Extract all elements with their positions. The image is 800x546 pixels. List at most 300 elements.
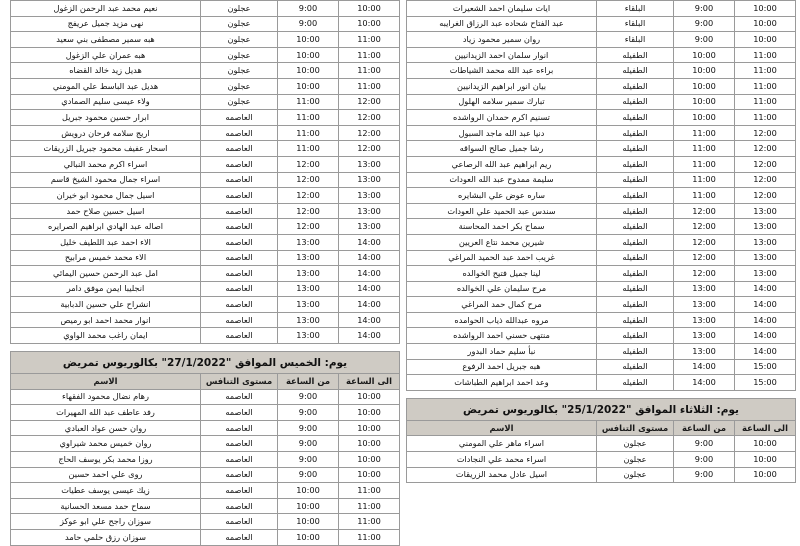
cell-from-hour: 10:00 [278, 514, 339, 530]
table-row [11, 94, 400, 110]
cell-from-hour: 11:00 [278, 94, 339, 110]
left-top-table [10, 0, 400, 344]
cell-name: منتهى حسني احمد الرواشده [407, 328, 597, 344]
table-row [11, 125, 400, 141]
cell-to-hour: 11:00 [339, 530, 400, 546]
table-row [11, 328, 400, 344]
cell-name: ابرار حسين محمود جبريل [11, 110, 201, 126]
table-row [407, 125, 796, 141]
cell-to-hour: 10:00 [735, 1, 796, 17]
cell-name: سندس عبد الحميد علي العودات [407, 203, 597, 219]
table-row [407, 47, 796, 63]
cell-from-hour: 12:00 [674, 219, 735, 235]
cell-to-hour: 10:00 [735, 32, 796, 48]
table-header-row [407, 420, 796, 436]
cell-level: البلقاء [597, 16, 674, 32]
cell-level: العاصمه [201, 436, 278, 452]
cell-to-hour: 14:00 [339, 250, 400, 266]
cell-name: مرح سليمان علي الخوالده [407, 281, 597, 297]
cell-to-hour: 11:00 [735, 94, 796, 110]
cell-from-hour: 9:00 [278, 452, 339, 468]
cell-level: العاصمه [201, 328, 278, 344]
cell-name: اسراء ماهر علي المومني [407, 436, 597, 452]
cell-level: عجلون [201, 47, 278, 63]
cell-to-hour: 10:00 [339, 1, 400, 17]
cell-to-hour: 11:00 [339, 78, 400, 94]
table-row [407, 32, 796, 48]
table-row [11, 514, 400, 530]
cell-level: العاصمه [201, 389, 278, 405]
table-row [11, 63, 400, 79]
left-day-header: يوم: الخميس الموافق "27/1/2022" بكالوريوس تمريض [10, 351, 400, 373]
right-day-header: يوم: الثلاثاء الموافق "25/1/2022" بكالوريوس تمريض [406, 398, 796, 420]
cell-level: الطفيله [597, 63, 674, 79]
left-gap [10, 344, 400, 351]
cell-to-hour: 11:00 [735, 110, 796, 126]
col-level: مستوى التنافس [597, 420, 674, 436]
table-row [11, 47, 400, 63]
cell-level: الطفيله [597, 266, 674, 282]
cell-level: البلقاء [597, 1, 674, 17]
cell-to-hour: 14:00 [735, 281, 796, 297]
table-row [407, 344, 796, 360]
table-row [407, 110, 796, 126]
right-column [406, 0, 796, 500]
cell-to-hour: 10:00 [339, 452, 400, 468]
cell-name: اريج سلامه فرحان درويش [11, 125, 201, 141]
cell-from-hour: 10:00 [278, 498, 339, 514]
table-row [407, 1, 796, 17]
table-row [11, 436, 400, 452]
cell-to-hour: 10:00 [735, 467, 796, 483]
table-row [11, 78, 400, 94]
cell-name: هديل عبد الباسط علي المومني [11, 78, 201, 94]
cell-from-hour: 11:00 [674, 172, 735, 188]
table-row [11, 297, 400, 313]
cell-level: العاصمه [201, 250, 278, 266]
cell-level: العاصمه [201, 172, 278, 188]
table-row [11, 530, 400, 546]
cell-from-hour: 10:00 [278, 63, 339, 79]
cell-level: العاصمه [201, 281, 278, 297]
cell-from-hour: 12:00 [674, 250, 735, 266]
cell-name: هبه سمير مصطفى بني سعيد [11, 32, 201, 48]
cell-from-hour: 11:00 [674, 156, 735, 172]
cell-name: هبه جبريل احمد الرفوع [407, 359, 597, 375]
cell-level: الطفيله [597, 250, 674, 266]
table-row [407, 63, 796, 79]
cell-name: وعد احمد ابراهيم الطباشات [407, 375, 597, 391]
cell-to-hour: 14:00 [735, 312, 796, 328]
cell-to-hour: 12:00 [735, 172, 796, 188]
cell-level: العاصمه [201, 420, 278, 436]
right-bottom-head [407, 420, 796, 436]
cell-to-hour: 12:00 [735, 188, 796, 204]
col-to-hour: الى الساعة [339, 374, 400, 390]
cell-name: نبأ سليم حماد البدور [407, 344, 597, 360]
cell-to-hour: 14:00 [339, 266, 400, 282]
cell-name: اصاله عبد الهادي ابراهيم الصرايره [11, 219, 201, 235]
cell-to-hour: 13:00 [735, 234, 796, 250]
cell-level: الطفيله [597, 188, 674, 204]
cell-from-hour: 9:00 [278, 16, 339, 32]
col-from-hour: من الساعة [278, 374, 339, 390]
table-row [11, 266, 400, 282]
table-row [407, 234, 796, 250]
cell-name: انوار محمد احمد ابو رميص [11, 312, 201, 328]
cell-level: العاصمه [201, 156, 278, 172]
right-top-body [407, 1, 796, 391]
cell-from-hour: 10:00 [278, 78, 339, 94]
table-row [407, 375, 796, 391]
cell-to-hour: 12:00 [339, 125, 400, 141]
cell-to-hour: 14:00 [339, 312, 400, 328]
cell-from-hour: 13:00 [278, 312, 339, 328]
cell-from-hour: 13:00 [674, 281, 735, 297]
table-row [11, 312, 400, 328]
cell-from-hour: 12:00 [278, 203, 339, 219]
cell-to-hour: 11:00 [735, 63, 796, 79]
cell-name: سوزان راجح علي ابو عوكز [11, 514, 201, 530]
cell-level: العاصمه [201, 530, 278, 546]
cell-from-hour: 11:00 [674, 125, 735, 141]
table-row [407, 467, 796, 483]
cell-level: عجلون [201, 78, 278, 94]
cell-name: انجليبا ايمن موفق دامر [11, 281, 201, 297]
cell-to-hour: 13:00 [339, 172, 400, 188]
cell-name: سماح حمد مسعد الحسانية [11, 498, 201, 514]
cell-name: امل عبد الرحمن حسين اليمائي [11, 266, 201, 282]
cell-level: العاصمه [201, 188, 278, 204]
table-row [11, 32, 400, 48]
cell-to-hour: 13:00 [339, 188, 400, 204]
col-name: الاسم [11, 374, 201, 390]
cell-from-hour: 9:00 [278, 389, 339, 405]
table-row [11, 281, 400, 297]
right-top-table [406, 0, 796, 391]
cell-to-hour: 10:00 [735, 16, 796, 32]
cell-level: الطفيله [597, 125, 674, 141]
cell-from-hour: 10:00 [674, 78, 735, 94]
cell-name: دنيا عبد الله ماجد السبول [407, 125, 597, 141]
table-row [11, 188, 400, 204]
cell-name: الاء احمد عبد اللطيف خليل [11, 234, 201, 250]
cell-name: اسيل جمال محمود ابو خيران [11, 188, 201, 204]
table-row [11, 498, 400, 514]
cell-from-hour: 12:00 [278, 172, 339, 188]
table-row [407, 78, 796, 94]
cell-from-hour: 9:00 [674, 16, 735, 32]
cell-from-hour: 13:00 [278, 297, 339, 313]
cell-name: انوار سلمان احمد الزيدانيين [407, 47, 597, 63]
cell-to-hour: 12:00 [339, 110, 400, 126]
left-bottom-table [10, 373, 400, 546]
cell-level: الطفيله [597, 203, 674, 219]
table-row [11, 405, 400, 421]
cell-from-hour: 10:00 [278, 483, 339, 499]
table-row [407, 94, 796, 110]
table-row [11, 389, 400, 405]
cell-name: تسنيم اكرم حمدان الرواشده [407, 110, 597, 126]
table-row [11, 250, 400, 266]
table-row [11, 219, 400, 235]
cell-from-hour: 13:00 [674, 328, 735, 344]
table-row [11, 16, 400, 32]
cell-name: نعيم محمد عبد الرحمن الزغول [11, 1, 201, 17]
cell-level: الطفيله [597, 234, 674, 250]
cell-to-hour: 14:00 [339, 297, 400, 313]
table-row [407, 141, 796, 157]
cell-name: اسحار عفيف محمود جبريل الزريقات [11, 141, 201, 157]
cell-to-hour: 13:00 [735, 250, 796, 266]
cell-from-hour: 9:00 [674, 452, 735, 468]
table-header-row [11, 374, 400, 390]
cell-to-hour: 11:00 [339, 63, 400, 79]
cell-from-hour: 10:00 [674, 110, 735, 126]
table-row [407, 452, 796, 468]
cell-to-hour: 13:00 [735, 266, 796, 282]
cell-to-hour: 14:00 [735, 344, 796, 360]
cell-name: شيرين محمد نتاع العريين [407, 234, 597, 250]
cell-name: هديل زيد خالد القضاه [11, 63, 201, 79]
cell-name: روى علي احمد حسين [11, 467, 201, 483]
table-row [407, 156, 796, 172]
cell-from-hour: 9:00 [674, 1, 735, 17]
cell-level: عجلون [597, 452, 674, 468]
center-gutter [400, 0, 406, 500]
cell-name: روان حسن عواد العبادي [11, 420, 201, 436]
table-row [11, 172, 400, 188]
table-row [11, 1, 400, 17]
cell-level: عجلون [201, 1, 278, 17]
col-to-hour: الى الساعة [735, 420, 796, 436]
cell-level: الطفيله [597, 156, 674, 172]
cell-name: رهام نضال محمود الفقهاء [11, 389, 201, 405]
cell-level: العاصمه [201, 514, 278, 530]
cell-to-hour: 11:00 [339, 47, 400, 63]
table-row [11, 467, 400, 483]
table-row [407, 16, 796, 32]
cell-to-hour: 12:00 [735, 141, 796, 157]
table-row [11, 234, 400, 250]
right-bottom-table [406, 420, 796, 483]
cell-name: سوزان رزق حلمي حامد [11, 530, 201, 546]
cell-name: الاء محمد خميس مرابيح [11, 250, 201, 266]
cell-name: زيك عيسى يوسف عطيات [11, 483, 201, 499]
cell-from-hour: 10:00 [674, 47, 735, 63]
cell-level: العاصمه [201, 125, 278, 141]
left-bottom-head [11, 374, 400, 390]
cell-to-hour: 11:00 [339, 514, 400, 530]
cell-from-hour: 10:00 [278, 530, 339, 546]
cell-level: الطفيله [597, 344, 674, 360]
col-level: مستوى التنافس [201, 374, 278, 390]
cell-from-hour: 11:00 [674, 188, 735, 204]
cell-to-hour: 11:00 [735, 47, 796, 63]
cell-to-hour: 10:00 [339, 467, 400, 483]
cell-to-hour: 14:00 [735, 328, 796, 344]
right-bottom-body [407, 436, 796, 483]
cell-to-hour: 14:00 [339, 281, 400, 297]
cell-to-hour: 10:00 [339, 16, 400, 32]
cell-level: العاصمه [201, 483, 278, 499]
cell-from-hour: 12:00 [674, 203, 735, 219]
table-row [407, 172, 796, 188]
cell-level: العاصمه [201, 234, 278, 250]
cell-from-hour: 10:00 [278, 47, 339, 63]
cell-level: عجلون [201, 16, 278, 32]
cell-level: عجلون [201, 63, 278, 79]
cell-to-hour: 13:00 [339, 203, 400, 219]
cell-from-hour: 10:00 [674, 94, 735, 110]
cell-from-hour: 13:00 [278, 266, 339, 282]
cell-to-hour: 14:00 [339, 234, 400, 250]
cell-name: عبد الفتاح شحاده عبد الرزاق الغرايبه [407, 16, 597, 32]
right-gap [406, 391, 796, 398]
table-row [407, 359, 796, 375]
table-row [407, 219, 796, 235]
cell-from-hour: 13:00 [674, 312, 735, 328]
cell-name: ريم ابراهيم عبد الله الرصاعي [407, 156, 597, 172]
cell-name: اسيل حسين صلاح حمد [11, 203, 201, 219]
cell-to-hour: 11:00 [735, 78, 796, 94]
table-row [11, 452, 400, 468]
table-row [11, 156, 400, 172]
cell-name: ساره عوض علي البشايره [407, 188, 597, 204]
cell-to-hour: 10:00 [735, 436, 796, 452]
table-row [11, 110, 400, 126]
cell-from-hour: 12:00 [674, 266, 735, 282]
cell-to-hour: 15:00 [735, 359, 796, 375]
cell-level: العاصمه [201, 110, 278, 126]
cell-from-hour: 9:00 [674, 467, 735, 483]
cell-name: ولاء عيسى سليم الصمادي [11, 94, 201, 110]
cell-to-hour: 11:00 [339, 483, 400, 499]
cell-from-hour: 12:00 [278, 156, 339, 172]
cell-name: روان خميس محمد شيراوي [11, 436, 201, 452]
cell-to-hour: 13:00 [339, 219, 400, 235]
table-row [407, 281, 796, 297]
cell-level: عجلون [597, 467, 674, 483]
cell-to-hour: 13:00 [339, 156, 400, 172]
cell-level: عجلون [201, 94, 278, 110]
cell-from-hour: 11:00 [278, 110, 339, 126]
cell-from-hour: 11:00 [674, 141, 735, 157]
cell-name: ايمان راغب محمد الواوي [11, 328, 201, 344]
cell-level: الطفيله [597, 172, 674, 188]
cell-level: العاصمه [201, 266, 278, 282]
table-row [407, 312, 796, 328]
cell-from-hour: 12:00 [278, 219, 339, 235]
cell-from-hour: 13:00 [278, 250, 339, 266]
cell-to-hour: 10:00 [339, 389, 400, 405]
table-row [407, 436, 796, 452]
cell-level: الطفيله [597, 110, 674, 126]
cell-name: انشراح علي حسين الدبابية [11, 297, 201, 313]
cell-from-hour: 9:00 [278, 467, 339, 483]
cell-level: البلقاء [597, 32, 674, 48]
cell-name: اسراء جمال محمود الشيخ قاسم [11, 172, 201, 188]
left-column [10, 0, 400, 542]
cell-name: نهى مزيد جميل عريفج [11, 16, 201, 32]
cell-name: روان سمير محمود زياد [407, 32, 597, 48]
cell-from-hour: 13:00 [674, 297, 735, 313]
cell-name: اسراء اكرم محمد النبالي [11, 156, 201, 172]
cell-name: ايات سليمان احمد الشعيرات [407, 1, 597, 17]
cell-level: العاصمه [201, 141, 278, 157]
cell-level: الطفيله [597, 78, 674, 94]
cell-level: العاصمه [201, 498, 278, 514]
cell-name: بيان انور ابراهيم الزيدانيين [407, 78, 597, 94]
cell-to-hour: 10:00 [735, 452, 796, 468]
cell-from-hour: 9:00 [674, 436, 735, 452]
table-row [407, 188, 796, 204]
cell-from-hour: 9:00 [278, 436, 339, 452]
cell-level: العاصمه [201, 405, 278, 421]
cell-to-hour: 11:00 [339, 32, 400, 48]
cell-name: لينا جميل فتيح الخوالده [407, 266, 597, 282]
col-name: الاسم [407, 420, 597, 436]
table-row [407, 203, 796, 219]
cell-from-hour: 13:00 [278, 281, 339, 297]
cell-name: براءه عبد الله محمد الشياطات [407, 63, 597, 79]
cell-name: مرح كمال حمد المراغي [407, 297, 597, 313]
table-row [407, 266, 796, 282]
cell-from-hour: 12:00 [674, 234, 735, 250]
table-row [11, 141, 400, 157]
cell-to-hour: 12:00 [735, 156, 796, 172]
cell-from-hour: 11:00 [278, 125, 339, 141]
cell-name: روزا محمد بكر يوسف الحاج [11, 452, 201, 468]
cell-level: الطفيله [597, 328, 674, 344]
cell-to-hour: 14:00 [735, 297, 796, 313]
cell-from-hour: 13:00 [278, 328, 339, 344]
left-top-body [11, 1, 400, 344]
cell-level: العاصمه [201, 219, 278, 235]
cell-from-hour: 14:00 [674, 375, 735, 391]
cell-from-hour: 12:00 [278, 188, 339, 204]
cell-to-hour: 10:00 [339, 420, 400, 436]
cell-to-hour: 12:00 [339, 141, 400, 157]
cell-from-hour: 10:00 [674, 63, 735, 79]
table-row [11, 483, 400, 499]
cell-to-hour: 14:00 [339, 328, 400, 344]
cell-level: الطفيله [597, 141, 674, 157]
cell-from-hour: 13:00 [278, 234, 339, 250]
cell-from-hour: 11:00 [278, 141, 339, 157]
cell-from-hour: 9:00 [674, 32, 735, 48]
cell-level: العاصمه [201, 452, 278, 468]
table-row [407, 328, 796, 344]
cell-name: تبارك سمير سلامه الهلول [407, 94, 597, 110]
table-row [11, 420, 400, 436]
cell-level: الطفيله [597, 47, 674, 63]
table-row [407, 297, 796, 313]
cell-from-hour: 9:00 [278, 405, 339, 421]
table-row [11, 203, 400, 219]
cell-level: الطفيله [597, 219, 674, 235]
cell-level: عجلون [201, 32, 278, 48]
cell-from-hour: 10:00 [278, 32, 339, 48]
cell-to-hour: 12:00 [735, 125, 796, 141]
cell-level: الطفيله [597, 297, 674, 313]
cell-name: اسراء محمد علي النجادات [407, 452, 597, 468]
cell-level: الطفيله [597, 281, 674, 297]
table-row [407, 250, 796, 266]
cell-name: مروه عبدالله ذياب الحوامده [407, 312, 597, 328]
cell-name: هبه عمران علي الزغول [11, 47, 201, 63]
cell-name: سماح بكر احمد المحاسنة [407, 219, 597, 235]
